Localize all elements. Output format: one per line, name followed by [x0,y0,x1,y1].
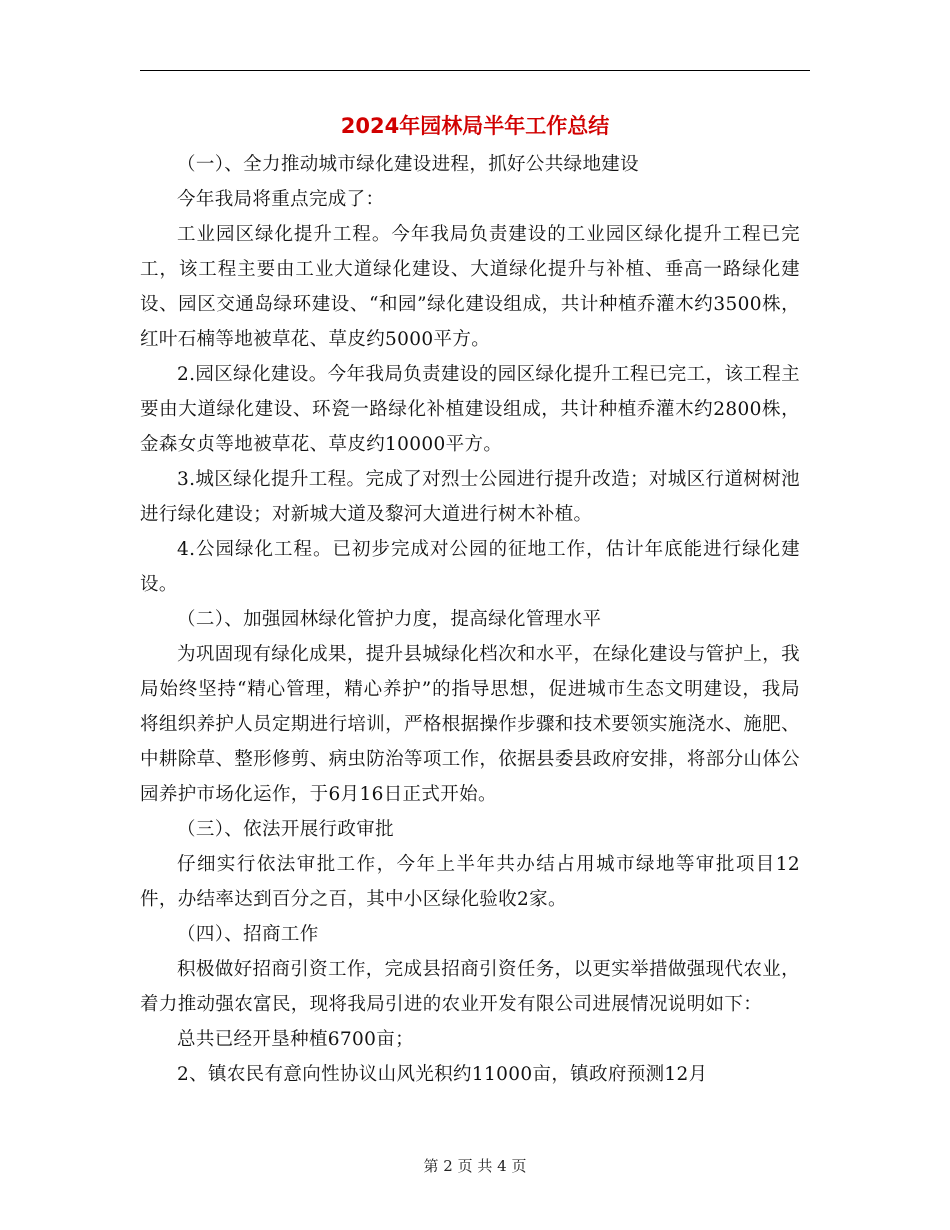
section-heading-3: （三）、依法开展行政审批 [177,819,394,840]
document-title: 2024年园林局半年工作总结 [340,114,610,138]
body-paragraph: 为巩固现有绿化成果，提升县城绿化档次和水平，在绿化建设与管护上，我局始终坚持“精心管理，精心养护”的指导思想，促进城市生态文明建设，我局将组织养护人员定期进行培训，严格根据操作步骤和技术要领实施浇水、施肥、中耕除草、整形修剪、病虫防治等项工作，依据县委县政府安排，将部分山体公园养护市场化运作，于6月16日正式开始。 [140,644,800,805]
body-paragraph: 今年我局将重点完成了： [177,189,385,210]
page-number-footer: 第 2 页 共 4 页 [423,1157,527,1175]
section-heading-1: （一）、全力推动城市绿化建设进程，抓好公共绿地建设 [177,154,640,175]
body-paragraph: 总共已经开垦种植6700亩； [177,1029,414,1050]
section-heading-2: （二）、加强园林绿化管护力度，提高绿化管理水平 [177,609,602,630]
document-body [140,147,800,1092]
body-paragraph: 仔细实行依法审批工作，今年上半年共办结占用城市绿地等审批项目12件，办结率达到百分之百，其中小区绿化验收2家。 [140,854,800,910]
body-paragraph: 2.园区绿化建设。今年我局负责建设的园区绿化提升工程已完工，该工程主要由大道绿化建设、环瓷一路绿化补植建设组成，共计种植乔灌木约2800株，金森女贞等地被草花、草皮约10000平方。 [140,364,800,455]
body-paragraph: 4.公园绿化工程。已初步完成对公园的征地工作，估计年底能进行绿化建设。 [140,539,800,595]
body-paragraph: 3.城区绿化提升工程。完成了对烈士公园进行提升改造；对城区行道树树池进行绿化建设；对新城大道及黎河大道进行树木补植。 [140,469,800,525]
header-rule [140,70,810,71]
body-paragraph: 积极做好招商引资工作，完成县招商引资任务，以更实举措做强现代农业，着力推动强农富民，现将我局引进的农业开发有限公司进展情况说明如下： [140,959,800,1015]
section-heading-4: （四）、招商工作 [177,924,319,945]
body-paragraph: 2、镇农民有意向性协议山风光积约11000亩，镇政府预测12月 [177,1064,708,1085]
body-paragraph: 工业园区绿化提升工程。今年我局负责建设的工业园区绿化提升工程已完工，该工程主要由工业大道绿化建设、大道绿化提升与补植、垂高一路绿化建设、园区交通岛绿环建设、“和园”绿化建设组成，共计种植乔灌木约3500株，红叶石楠等地被草花、草皮约5000平方。 [140,224,800,350]
